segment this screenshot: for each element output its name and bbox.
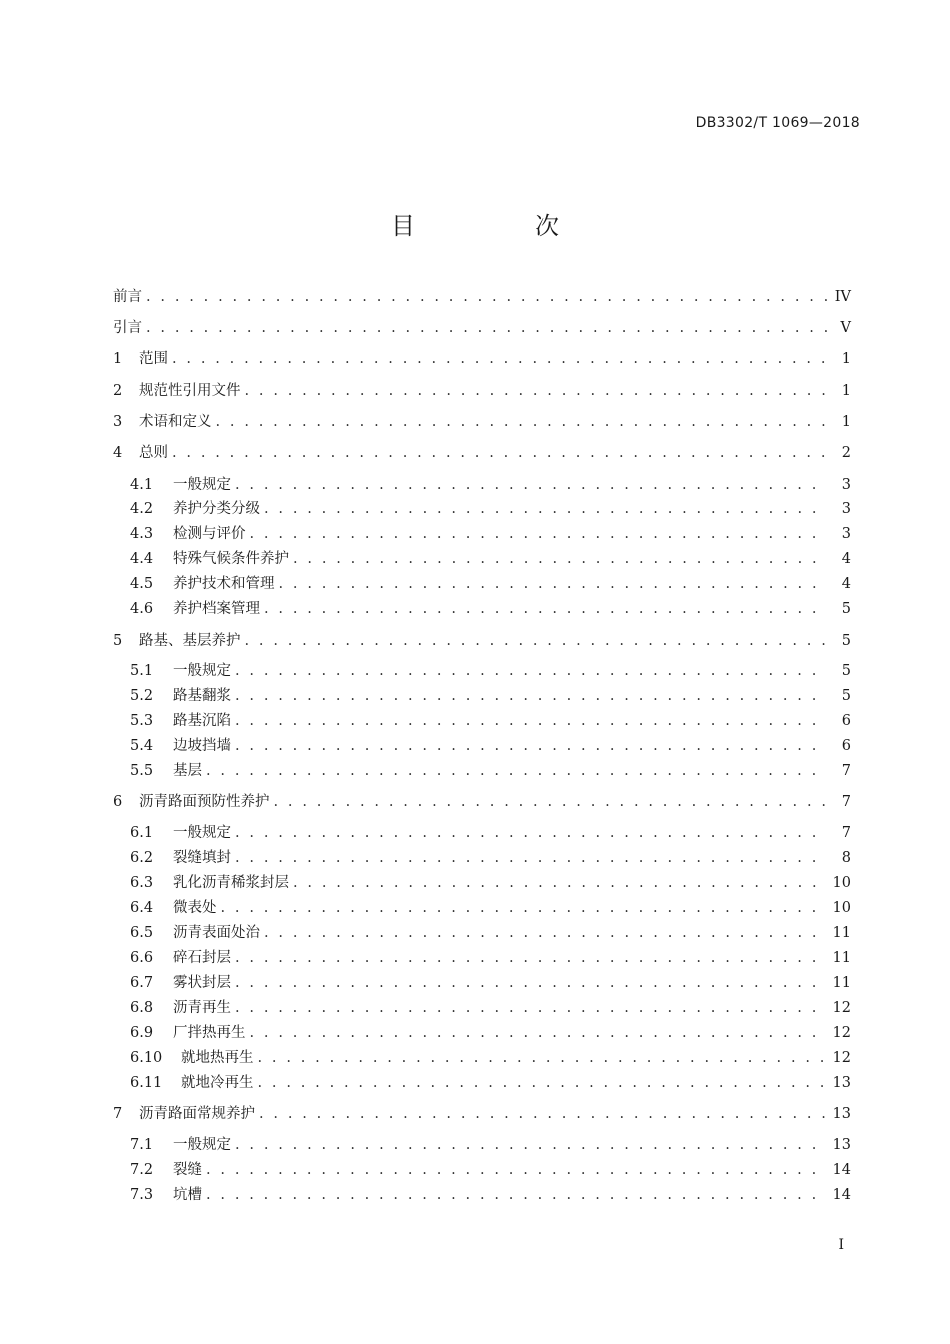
toc-entry-number: 2: [113, 383, 123, 399]
toc-leader-dots: [264, 599, 827, 619]
toc-leader-dots: [264, 499, 827, 519]
toc-entry-page: 8: [841, 850, 851, 866]
toc-leader-dots: [172, 349, 827, 369]
toc-entry-label: 一般规定: [173, 477, 231, 493]
toc-entry-number: 4: [113, 445, 123, 461]
toc-entry-page: 13: [832, 1137, 851, 1153]
toc-leader-dots: [245, 381, 828, 401]
toc-entry-number: 7: [113, 1106, 123, 1122]
toc-entry[interactable]: [130, 686, 851, 706]
toc-entry-number: 5.1: [130, 663, 154, 679]
toc-entry[interactable]: [113, 631, 851, 651]
toc-entry-page: 12: [832, 1000, 851, 1016]
toc-entry-page: 12: [832, 1025, 851, 1041]
toc-leader-dots: [235, 1135, 827, 1155]
toc-entry-number: 7.1: [130, 1137, 154, 1153]
toc-leader-dots: [250, 524, 828, 544]
toc-leader-dots: [235, 948, 827, 968]
toc-entry-label: 养护档案管理: [173, 601, 260, 617]
toc-leader-dots: [172, 443, 827, 463]
toc-entry-label: 前言: [113, 289, 142, 305]
toc-entry-number: 6.7: [130, 975, 154, 991]
toc-entry-label: 边坡挡墙: [173, 738, 231, 754]
toc-entry[interactable]: [130, 599, 851, 619]
toc-entry[interactable]: [130, 1185, 851, 1205]
toc-leader-dots: [235, 823, 827, 843]
toc-entry-page: 7: [841, 763, 851, 779]
toc-entry-label: 就地冷再生: [181, 1075, 254, 1091]
toc-entry-page: 5: [841, 601, 851, 617]
toc-entry[interactable]: [130, 661, 851, 681]
toc-entry-label: 微表处: [173, 900, 217, 916]
toc-leader-dots: [221, 898, 827, 918]
toc-leader-dots: [245, 631, 828, 651]
toc-entry-label: 路基沉陷: [173, 713, 231, 729]
toc-leader-dots: [235, 973, 827, 993]
toc-entry-label: 一般规定: [173, 825, 231, 841]
toc-leader-dots: [293, 549, 827, 569]
toc-leader-dots: [206, 761, 827, 781]
toc-entry-label: 沥青再生: [173, 1000, 231, 1016]
toc-entry-number: 6.2: [130, 850, 154, 866]
toc-entry-page: 4: [841, 576, 851, 592]
toc-entry-page: 10: [832, 875, 851, 891]
toc-leader-dots: [279, 574, 828, 594]
toc-entry[interactable]: [113, 287, 851, 307]
toc-entry-page: 3: [841, 477, 851, 493]
toc-entry-label: 坑槽: [173, 1187, 202, 1203]
toc-entry[interactable]: [130, 1160, 851, 1180]
toc-entry-number: 5.4: [130, 738, 154, 754]
toc-entry-number: 5.5: [130, 763, 154, 779]
toc-entry-number: 4.4: [130, 551, 154, 567]
toc-leader-dots: [235, 848, 827, 868]
toc-entry-number: 6: [113, 794, 123, 810]
toc-entry-number: 6.11: [130, 1075, 163, 1091]
toc-entry-number: 5.3: [130, 713, 154, 729]
toc-entry[interactable]: [130, 475, 851, 495]
toc-entry[interactable]: [130, 948, 851, 968]
toc-entry-label: 检测与评价: [173, 526, 246, 542]
toc-entry-page: 3: [841, 501, 851, 517]
toc-entry[interactable]: [113, 792, 851, 812]
toc-entry-label: 裂缝填封: [173, 850, 231, 866]
toc-entry-page: 6: [841, 713, 851, 729]
toc-entry[interactable]: [130, 711, 851, 731]
toc-entry[interactable]: [130, 549, 851, 569]
toc-entry-number: 5: [113, 633, 123, 649]
toc-entry-page: 1: [841, 351, 851, 367]
toc-entry-number: 6.3: [130, 875, 154, 891]
toc-entry-page: 13: [832, 1106, 851, 1122]
toc-leader-dots: [206, 1160, 827, 1180]
document-code: DB3302/T 1069—2018: [695, 115, 860, 131]
toc-entry-number: 6.1: [130, 825, 154, 841]
toc-entry[interactable]: [130, 873, 851, 893]
toc-entry-label: 厂拌热再生: [173, 1025, 246, 1041]
toc-entry[interactable]: [130, 998, 851, 1018]
toc-entry-number: 6.8: [130, 1000, 154, 1016]
toc-entry-number: 7.2: [130, 1162, 154, 1178]
toc-leader-dots: [293, 873, 827, 893]
toc-entry-page: 11: [832, 975, 851, 991]
toc-entry-page: 7: [841, 825, 851, 841]
toc-entry[interactable]: [130, 761, 851, 781]
toc-leader-dots: [206, 1185, 827, 1205]
toc-leader-dots: [235, 661, 827, 681]
toc-entry[interactable]: [113, 318, 851, 338]
toc-leader-dots: [235, 736, 827, 756]
toc-entry-label: 引言: [113, 320, 142, 336]
toc-entry[interactable]: [130, 923, 851, 943]
toc-entry-number: 4.1: [130, 477, 154, 493]
toc-entry-label: 沥青路面常规养护: [139, 1106, 255, 1122]
toc-entry-number: 6.9: [130, 1025, 154, 1041]
toc-leader-dots: [235, 686, 827, 706]
toc-leader-dots: [146, 287, 827, 307]
toc-entry-number: 6.10: [130, 1050, 163, 1066]
toc-entry-label: 路基翻浆: [173, 688, 231, 704]
toc-leader-dots: [274, 792, 828, 812]
toc-entry-number: 1: [113, 351, 123, 367]
toc-entry-page: 5: [841, 688, 851, 704]
toc-leader-dots: [235, 475, 827, 495]
toc-entry-label: 乳化沥青稀浆封层: [173, 875, 289, 891]
toc-entry-label: 养护技术和管理: [173, 576, 275, 592]
toc-entry[interactable]: [130, 736, 851, 756]
toc-entry-label: 裂缝: [173, 1162, 202, 1178]
toc-entry[interactable]: [130, 823, 851, 843]
toc-entry-label: 雾状封层: [173, 975, 231, 991]
toc-leader-dots: [258, 1073, 827, 1093]
toc-entry-number: 4.5: [130, 576, 154, 592]
toc-entry-page: V: [840, 320, 851, 336]
toc-leader-dots: [146, 318, 827, 338]
toc-entry-page: 6: [841, 738, 851, 754]
page-title: 目 次: [391, 212, 607, 240]
toc-entry-page: 12: [832, 1050, 851, 1066]
toc-entry-number: 6.6: [130, 950, 154, 966]
toc-entry-number: 3: [113, 414, 123, 430]
page-number: I: [838, 1237, 844, 1253]
toc-entry[interactable]: [130, 1048, 851, 1068]
toc-leader-dots: [235, 998, 827, 1018]
toc-entry-page: 5: [841, 633, 851, 649]
toc-entry-page: IV: [834, 289, 851, 305]
toc-entry[interactable]: [130, 1023, 851, 1043]
toc-entry-number: 6.5: [130, 925, 154, 941]
toc-entry-page: 5: [841, 663, 851, 679]
toc-entry-number: 6.4: [130, 900, 154, 916]
toc-entry[interactable]: [130, 524, 851, 544]
toc-entry-page: 3: [841, 526, 851, 542]
toc-entry[interactable]: [130, 973, 851, 993]
toc-entry-label: 范围: [139, 351, 168, 367]
toc-entry-label: 碎石封层: [173, 950, 231, 966]
toc-entry-page: 14: [832, 1187, 851, 1203]
toc-entry[interactable]: [113, 349, 851, 369]
toc-entry-number: 4.2: [130, 501, 154, 517]
toc-leader-dots: [235, 711, 827, 731]
toc-entry-label: 基层: [173, 763, 202, 779]
toc-entry[interactable]: [113, 443, 851, 463]
toc-entry-label: 特殊气候条件养护: [173, 551, 289, 567]
toc-leader-dots: [258, 1048, 827, 1068]
toc-entry-page: 1: [841, 414, 851, 430]
toc-entry-page: 10: [832, 900, 851, 916]
toc-entry-label: 一般规定: [173, 663, 231, 679]
toc-entry-label: 规范性引用文件: [139, 383, 241, 399]
toc-entry-page: 7: [841, 794, 851, 810]
toc-entry-number: 7.3: [130, 1187, 154, 1203]
toc-entry-number: 4.6: [130, 601, 154, 617]
toc-entry[interactable]: [130, 1073, 851, 1093]
toc-entry-label: 一般规定: [173, 1137, 231, 1153]
toc-entry[interactable]: [130, 499, 851, 519]
toc-entry[interactable]: [130, 848, 851, 868]
toc-entry[interactable]: [130, 574, 851, 594]
toc-leader-dots: [216, 412, 828, 432]
toc-entry-number: 4.3: [130, 526, 154, 542]
toc-entry-label: 沥青表面处治: [173, 925, 260, 941]
toc-entry-page: 13: [832, 1075, 851, 1091]
toc-entry-page: 11: [832, 925, 851, 941]
toc-entry[interactable]: [113, 412, 851, 432]
toc-entry-label: 总则: [139, 445, 168, 461]
toc-entry-page: 14: [832, 1162, 851, 1178]
toc-entry[interactable]: [130, 1135, 851, 1155]
toc-entry-label: 路基、基层养护: [139, 633, 241, 649]
toc-leader-dots: [264, 923, 827, 943]
toc-entry[interactable]: [130, 898, 851, 918]
toc-entry-page: 2: [841, 445, 851, 461]
toc-entry-label: 沥青路面预防性养护: [139, 794, 270, 810]
toc-entry[interactable]: [113, 1104, 851, 1124]
toc-entry[interactable]: [113, 381, 851, 401]
toc-entry-page: 4: [841, 551, 851, 567]
toc-entry-page: 1: [841, 383, 851, 399]
toc-leader-dots: [250, 1023, 827, 1043]
toc-entry-label: 术语和定义: [139, 414, 212, 430]
toc-leader-dots: [259, 1104, 827, 1124]
toc-entry-label: 养护分类分级: [173, 501, 260, 517]
toc-entry-label: 就地热再生: [181, 1050, 254, 1066]
toc-entry-number: 5.2: [130, 688, 154, 704]
toc-entry-page: 11: [832, 950, 851, 966]
